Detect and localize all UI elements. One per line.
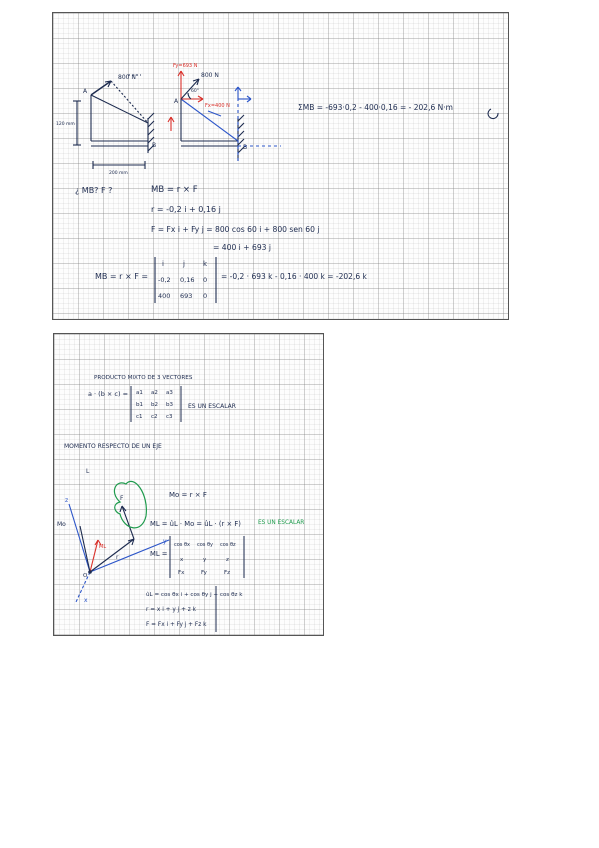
fx-label: Fx=400 N — [205, 103, 230, 109]
force-800n-label-2: 800 N — [201, 72, 219, 79]
equation-moment-result: = -0,2 · 693 k - 0,16 · 400 k = -202,6 k — [221, 272, 367, 281]
equation-moment-definition: MB = r × F — [151, 185, 198, 195]
free-body-diagram — [168, 71, 281, 161]
notebook-page-statics-moment — [52, 12, 509, 320]
det-cell: cos θx — [174, 542, 191, 548]
det-cell: 0 — [203, 292, 208, 300]
mixed-product-sketches — [54, 334, 324, 636]
equation-position-vector: r = -0,2 i + 0,16 j — [151, 205, 221, 214]
point-a-label-1: A — [83, 88, 88, 95]
det-cell: z — [226, 557, 229, 563]
point-b-label-1: B — [152, 142, 157, 149]
scalar-note-2: ES UN ESCALAR — [258, 520, 305, 526]
moment-sum-equation: ΣMB = -693·0,2 - 400·0,16 = - 202,6 N·m — [298, 103, 453, 112]
equation-moment-determinant-lhs: MB = r × F = — [95, 272, 149, 281]
equation-r-components: r = x i + y j + z k — [146, 607, 197, 613]
det-cell: -0,2 — [158, 276, 171, 284]
axis-x-label: x — [84, 597, 88, 604]
det-cell: cos θz — [220, 542, 236, 548]
det-cell: x — [180, 557, 184, 563]
det-cell: j — [183, 260, 185, 268]
det-cell: a1 — [136, 390, 143, 396]
det-cell: a3 — [166, 390, 173, 396]
axis-moment-diagram — [69, 481, 169, 602]
vector-f-label: F — [120, 495, 124, 502]
notebook-page-mixed-product — [53, 333, 324, 636]
det-cell: Fy — [201, 570, 207, 576]
det-cell: k — [203, 260, 208, 268]
det-cell: b1 — [136, 402, 143, 408]
point-a-label-2: A — [174, 98, 179, 105]
det-cell: c1 — [136, 414, 143, 420]
det-cell: b3 — [166, 402, 173, 408]
equation-ml-lhs: ML = — [150, 550, 168, 558]
rotation-icon — [488, 109, 498, 119]
det-cell: 0 — [203, 276, 208, 284]
det-cell: 0,16 — [180, 276, 195, 284]
vector-r-label: r — [116, 554, 119, 561]
ml-vector-label: ML — [99, 544, 107, 550]
section-title-moment-axis: MOMENTO RESPECTO DE UN EJE — [64, 443, 162, 450]
fy-label: Fy=693 N — [173, 63, 198, 69]
det-cell: i — [162, 260, 164, 268]
equation-unit-vector: ûL = cos θx i + cos θy j + cos θz k — [146, 592, 243, 598]
det-cell: c3 — [166, 414, 173, 420]
angle-label: 60° — [191, 89, 199, 94]
unknowns-label: ¿ MB? F ? — [75, 186, 113, 195]
det-cell: b2 — [151, 402, 158, 408]
det-cell: 400 — [158, 292, 171, 300]
statics-sketches — [53, 13, 509, 320]
mixed-product-lhs: a · (b × c) = — [88, 390, 129, 398]
point-b-label-2: B — [243, 144, 248, 151]
det-cell: Fz — [224, 570, 231, 576]
axis-y-label: y — [163, 538, 167, 545]
det-cell: a2 — [151, 390, 158, 396]
equation-ml-definition: ML = ûL · Mo = ûL · (r × F) — [150, 520, 241, 528]
axis-z-label: z — [65, 497, 69, 504]
mo-vector-label: Mo — [57, 521, 66, 528]
det-cell: y — [203, 557, 207, 563]
dim-vertical-label: 120 mm — [56, 122, 75, 127]
scalar-note-1: ES UN ESCALAR — [188, 403, 236, 410]
equation-mo: Mo = r × F — [169, 491, 207, 499]
section-title-mixed-product: PRODUCTO MIXTO DE 3 VECTORES — [94, 375, 193, 381]
equation-f-components: F = Fx i + Fy j + Fz k — [146, 622, 207, 628]
det-cell: Fx — [178, 570, 185, 576]
equation-force-components: F = Fx i + Fy j = 800 cos 60 i + 800 sen 60 j — [151, 225, 320, 234]
origin-label: O — [83, 573, 88, 579]
det-cell: c2 — [151, 414, 158, 420]
equation-force-values: = 400 i + 693 j — [213, 243, 272, 252]
axis-l-label: L — [86, 468, 90, 475]
det-cell: cos θy — [197, 542, 214, 548]
det-cell: 693 — [180, 292, 193, 300]
dim-horizontal-label: 200 mm — [109, 171, 128, 176]
force-800n-label-1: 800 N — [118, 74, 136, 81]
